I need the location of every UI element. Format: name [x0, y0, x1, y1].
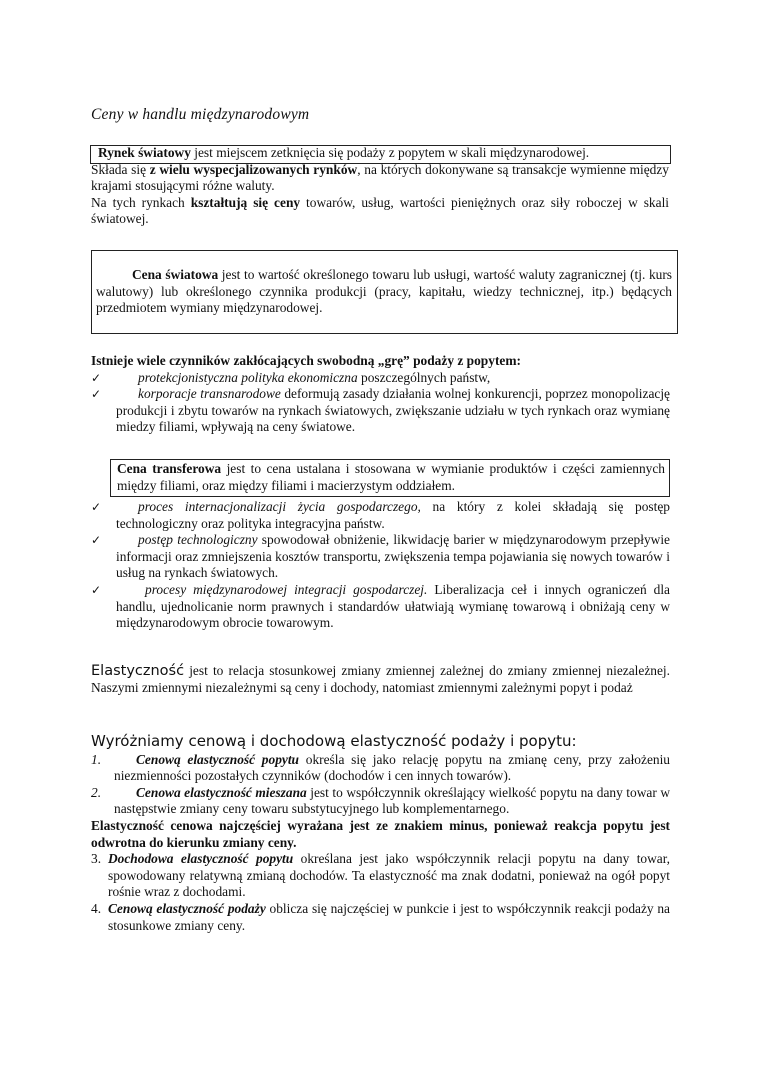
list-item — [91, 752, 670, 785]
check-icon: ✓ — [91, 533, 102, 548]
rynek-def: jest miejscem zetknięcia się podaży z popytem w skali międzynarodowej. — [190, 145, 590, 160]
czynniki-list-b — [91, 499, 670, 632]
w-item4-rest: oblicza się najczęściej w punkcie i jest to współczynnik reakcji podaży na stosunkowe zmiany ceny. — [108, 900, 670, 933]
czynniki-list-a — [91, 370, 670, 436]
w-item1-em: Cenową elastyczność popytu — [136, 751, 300, 767]
elastycznosc-def: jest to relacja stosunkowej zmiany zmiennej zależnej do zmiany zmiennej niezależnej. Naszymi zmiennymi niezależnymi są ceny i dochody, natomiast zmiennymi zależnymi popyt i podaż — [91, 663, 670, 695]
list-number: 3. — [91, 851, 102, 867]
item5-rest: Liberalizacja ceł i innych ograniczeń dla handlu, ujednolicanie norm prawnych i standardów ułatwiają wymianę towarową i obniżają ceny w międzynarodowym obrocie towarowym. — [116, 581, 670, 631]
item5-em: procesy międzynarodowej integracji gospodarczej. — [145, 581, 428, 597]
cena-swiatowa-paragraph — [96, 267, 672, 317]
check-icon: ✓ — [91, 500, 102, 514]
elastycznosc-term: Elastyczność — [91, 663, 185, 679]
wyrozniamy-list-a — [91, 752, 670, 818]
w-item3-rest: określana jest jako współczynnik relacji popytu na dany towar, spowodowany relatywną zmianą dochodów. Ta elastyczność ma znak dodatni, ponieważ na ogół popyt rośnie wraz z dochodami. — [108, 851, 670, 900]
w-item4-em: Cenową elastyczność podaży — [108, 900, 266, 916]
wyrozniamy-heading — [91, 733, 670, 751]
check-icon: ✓ — [91, 370, 102, 385]
czynniki-list-b-wrap — [91, 499, 670, 632]
cena-swiatowa-text — [96, 267, 672, 317]
cena-transferowa-term: Cena transferowa — [117, 461, 222, 476]
item2-rest: deformują zasady działania wolnej konkurencji, poprzez monopolizację produkcji i zbytu towarów na rynkach światowych, zwiększanie udziału w tych rynkach oraz wymianę miedzy filiami, wpływają na ceny światowe. — [116, 386, 670, 435]
item4-rest: spowodował obniżenie, likwidację barier w międzynarodowym przepływie informacji oraz zmniejszenia kosztów transportu, zwiększenia tempa pojawiania się nowych towarów i usług na rynkach światowych. — [116, 532, 670, 581]
w-item2-em: Cenowa elastyczność mieszana — [136, 784, 307, 800]
item1-rest: poszczególnych państw, — [357, 369, 491, 385]
check-icon: ✓ — [91, 387, 102, 402]
list-item — [91, 499, 670, 532]
w-item3-em: Dochodowa elastyczność popytu — [108, 851, 294, 867]
rynek-line2-c: , na których dokonywane są transakcje wymienne między krajami stosującymi różne waluty. — [91, 161, 670, 194]
check-icon: ✓ — [91, 582, 102, 597]
cena-swiatowa-term: Cena światowa — [132, 267, 219, 282]
rynek-line3-a: Na tych rynkach — [91, 194, 191, 210]
list-number: 1. — [91, 751, 102, 767]
rynek-line3-c: towarów, usług, wartości pieniężnych oraz siły roboczej w skali światowej. — [91, 194, 670, 227]
rynek-line2-a: Składa się — [91, 161, 150, 177]
wyrozniamy-heading-text: Wyróżniamy cenową i dochodową elastyczność podaży i popytu: — [91, 732, 577, 750]
wyrozniamy-note-text: Elastyczność cenowa najczęściej wyrażana jest ze znakiem minus, ponieważ reakcja popytu jest odwrotna do kierunku zmiany ceny. — [91, 817, 670, 850]
rynek-term: Rynek światowy — [98, 145, 191, 160]
elastycznosc-section — [91, 663, 670, 696]
list-item — [91, 386, 670, 436]
item2-em: korporacje transnarodowe — [138, 386, 281, 402]
list-item — [91, 785, 670, 818]
list-number: 2. — [91, 784, 102, 800]
rynek-line3-b: kształtują się ceny — [190, 194, 301, 210]
w-item1-rest: określa się jako relację popytu na zmianę ceny, przy założeniu niezmienności pozostałych czynników (dochodów i cen innych towarów). — [114, 751, 671, 784]
item4-em: postęp technologiczny — [138, 532, 258, 548]
rynek-line2-b: z wielu wyspecjalizowanych rynków — [149, 161, 358, 177]
cena-transferowa-paragraph — [117, 461, 665, 494]
list-item — [91, 370, 670, 387]
cena-transferowa-text — [117, 461, 665, 494]
czynniki-section — [91, 353, 670, 436]
list-item — [91, 532, 670, 582]
rynek-section — [91, 145, 669, 228]
rynek-line2 — [91, 162, 669, 195]
page-title: Ceny w handlu międzynarodowym — [91, 106, 310, 123]
item1-em: protekcjonistyczna polityka ekonomiczna — [138, 369, 358, 385]
czynniki-heading — [91, 353, 670, 370]
rynek-line3 — [91, 195, 669, 228]
rynek-definition — [91, 145, 669, 162]
elastycznosc-paragraph — [91, 663, 670, 696]
list-item — [91, 851, 670, 901]
wyrozniamy-list-b — [91, 851, 670, 934]
wyrozniamy-section — [91, 733, 670, 934]
list-item — [91, 582, 670, 632]
czynniki-heading-text: Istnieje wiele czynników zakłócających swobodną „grę” podaży z popytem: — [91, 353, 521, 368]
w-item2-rest: jest to współczynnik określający wielkość popytu na dany towar w następstwie zmiany ceny towaru substytucyjnego lub komplementarnego. — [114, 784, 670, 817]
item3-rest: na który z kolei składają się postęp technologiczny oraz polityka integracyjna państw. — [116, 499, 671, 531]
item3-em: proces internacjonalizacji życia gospodarczego, — [138, 499, 421, 514]
list-item — [91, 901, 670, 934]
list-number: 4. — [91, 900, 102, 916]
cena-swiatowa-def: jest to wartość określonego towaru lub usługi, wartość waluty zagranicznej (tj. kurs walutowy) lub określonego czynnika produkcji (pracy, kapitału, wiedzy technicznej, itp.) będących przedmiotem wymiany międzynarodowej. — [96, 267, 673, 316]
cena-transferowa-def: jest to cena ustalana i stosowana w wymianie produktów i części zamiennych między filiami, oraz między filiami i macierzystym oddziałem. — [117, 461, 665, 493]
wyrozniamy-note — [91, 818, 670, 851]
